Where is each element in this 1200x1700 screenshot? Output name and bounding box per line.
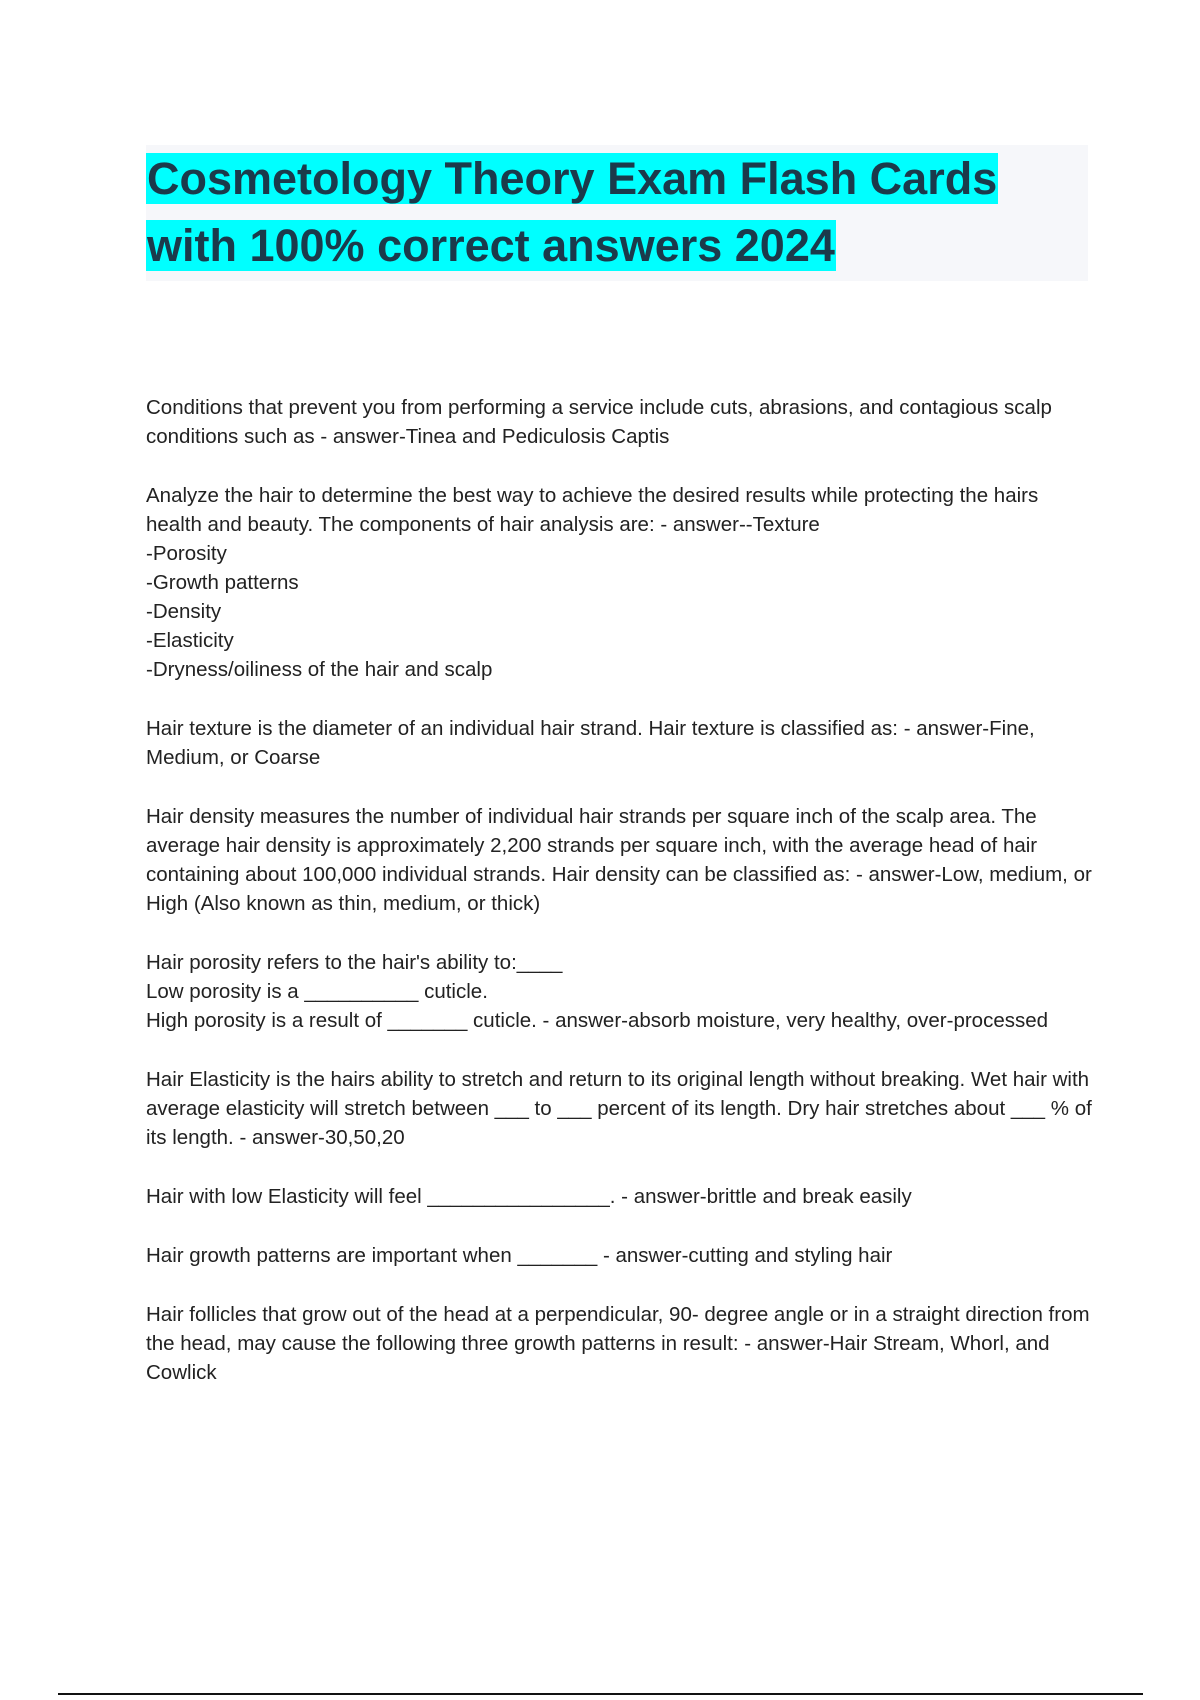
footer-divider <box>58 1693 1143 1695</box>
flashcard-entry: Hair with low Elasticity will feel ________________. - answer-brittle and break easily <box>146 1185 912 1208</box>
flashcard-entry: Hair Elasticity is the hairs ability to stretch and return to its original length without breaking. Wet hair with average elasticity will stretch between ___ to ___ percent of its length. Dry hair stretches about ___ % of its length. - answer-30,50,20 <box>146 1068 1098 1149</box>
flashcard-entry: Conditions that prevent you from performing a service include cuts, abrasions, and contagious scalp conditions such as - answer-Tinea and Pediculosis Captis <box>146 396 1058 448</box>
title-block <box>146 145 1088 281</box>
flashcard-entry: Analyze the hair to determine the best way to achieve the desired results while protecting the hairs health and beauty. The components of hair analysis are: - answer--Texture -Porosity -Growth patterns -Density -Elasticity -Dryness/oiliness of the hair and scalp <box>146 484 1039 681</box>
flashcard-entry: Hair growth patterns are important when _______ - answer-cutting and styling hair <box>146 1244 893 1267</box>
flashcard-list <box>146 393 1096 1417</box>
document-title <box>146 145 1088 279</box>
flashcard-entry: Hair follicles that grow out of the head at a perpendicular, 90- degree angle or in a straight direction from the head, may cause the following three growth patterns in result: - answer-Hair Stream, Whorl, and Cowlick <box>146 1303 1096 1384</box>
title-highlight: Cosmetology Theory Exam Flash Cards with 100% correct answers 2024 <box>147 153 998 271</box>
flashcard-entry: Hair porosity refers to the hair's ability to:____ Low porosity is a __________ cuticle. High porosity is a result of _______ cuticle. - answer-absorb moisture, very healthy, over-processed <box>146 951 1049 1032</box>
flashcard-entry: Hair texture is the diameter of an individual hair strand. Hair texture is classified as: - answer-Fine, Medium, or Coarse <box>146 717 1041 769</box>
flashcard-entry: Hair density measures the number of individual hair strands per square inch of the scalp area. The average hair density is approximately 2,200 strands per square inch, with the average head of hair containing about 100,000 individual strands. Hair density can be classified as: - answer-Low, medium, or High (Also known as thin, medium, or thick) <box>146 805 1098 915</box>
